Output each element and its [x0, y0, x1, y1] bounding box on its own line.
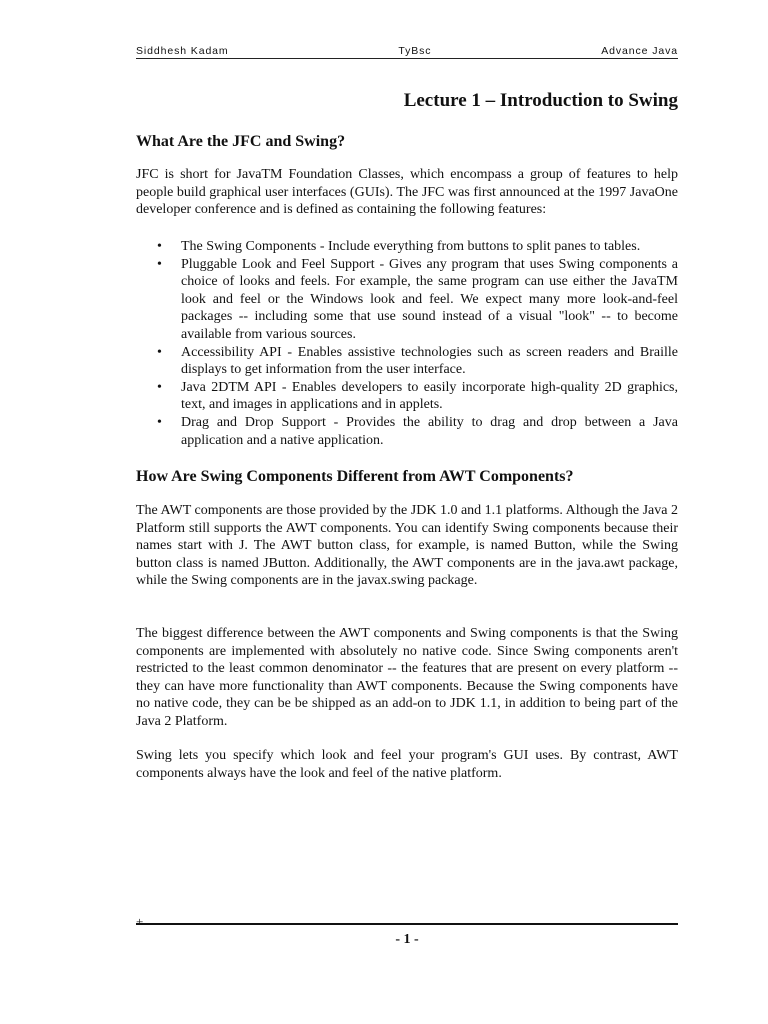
paragraph-jfc-intro: JFC is short for JavaTM Foundation Classes, which encompass a group of features to help people build graphical user interfaces (GUIs). The JFC was first announced at the 1997 JavaOne developer conference and is defined as containing the following features:: [136, 167, 678, 218]
bullet-text: Accessibility API - Enables assistive technologies such as screen readers and Braille displays to get information from the user interface.: [181, 344, 678, 378]
bullet-dot: •: [157, 414, 162, 430]
bullet-dot: •: [157, 344, 162, 360]
bullet-dot: •: [157, 379, 162, 395]
bullet-item: [136, 344, 678, 379]
section-heading-jfc: What Are the JFC and Swing?: [136, 133, 346, 150]
bullet-text: Java 2DTM API - Enables developers to easily incorporate high-quality 2D graphics, text, and images in applications and in applets.: [181, 379, 678, 413]
paragraph-awt-3: Swing lets you specify which look and feel your program's GUI uses. By contrast, AWT components always have the look and feel of the native platform.: [136, 748, 678, 781]
bullet-item: [136, 414, 678, 449]
header-subject: Advance Java: [601, 45, 678, 57]
page-number: - 1 -: [395, 932, 419, 947]
bullet-item: [136, 238, 678, 256]
header-author: Siddhesh Kadam: [136, 45, 229, 57]
bullet-item: [136, 379, 678, 414]
document-page: [136, 0, 678, 1024]
paragraph-awt-1: The AWT components are those provided by the JDK 1.0 and 1.1 platforms. Although the Java 2 Platform still supports the AWT components. You can identify Swing components because their names start with J. The AWT button class, for example, is named Button, while the Swing button class is named JButton. Additionally, the AWT components are in the java.awt package, while the Swing components are in the javax.swing package.: [136, 503, 678, 589]
feature-bullet-list: [136, 238, 678, 449]
section-heading-swing-vs-awt: How Are Swing Components Different from AWT Components?: [136, 468, 574, 485]
bullet-dot: •: [157, 256, 162, 272]
header-course: TyBsc: [398, 45, 432, 57]
paragraph-awt-2: The biggest difference between the AWT components and Swing components is that the Swing components are implemented with absolutely no native code. Since Swing components aren't restricted to the least common denominator -- the features that are present on every platform -- they can have more functionality than AWT components. Because the Swing components have no native code, they can be be shipped as an add-on to JDK 1.1, in addition to being part of the Java 2 Platform.: [136, 626, 678, 729]
bullet-text: Drag and Drop Support - Provides the ability to drag and drop between a Java application and a native application.: [181, 414, 678, 448]
footer-rule: [136, 923, 678, 925]
bullet-dot: •: [157, 239, 162, 254]
bullet-text: Pluggable Look and Feel Support - Gives any program that uses Swing components a choice of looks and feels. For example, the same program can use either the JavaTM look and feel or the Windows look and feel. We expect many more look-and-feel packages -- including some that use sound instead of a visual "look" -- to become available from various sources.: [181, 256, 678, 342]
lecture-title: Lecture 1 – Introduction to Swing: [403, 90, 678, 111]
running-header: [136, 45, 678, 59]
footer-plus-mark: +: [136, 914, 144, 929]
bullet-text: The Swing Components - Include everything from buttons to split panes to tables.: [181, 239, 641, 254]
bullet-item: [136, 256, 678, 344]
